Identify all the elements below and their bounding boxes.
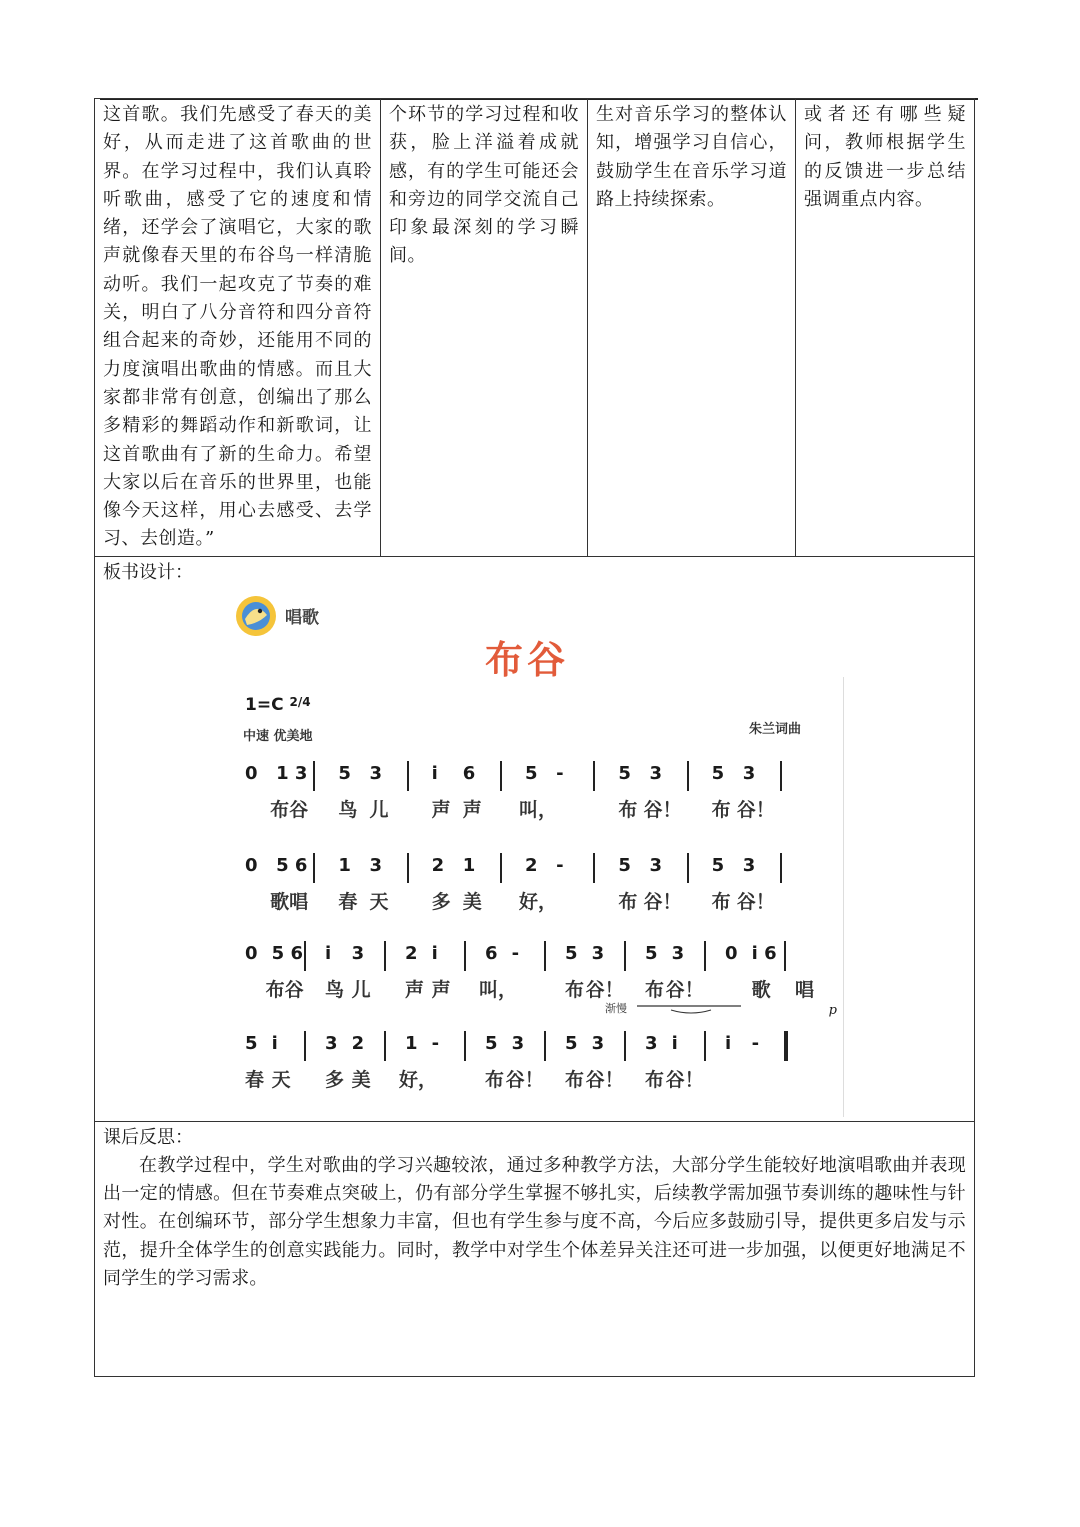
tempo-marking: 中速 优美地 bbox=[243, 728, 313, 744]
score-line-1 bbox=[239, 761, 839, 831]
lyric-word: 谷！ bbox=[665, 1068, 704, 1091]
score-note: 3 bbox=[742, 762, 756, 784]
score-note: i bbox=[671, 1032, 678, 1054]
bar-line bbox=[464, 941, 466, 971]
lyric-word: 鸟 bbox=[325, 978, 345, 1001]
score-image-edge bbox=[843, 677, 844, 1117]
notes-line-2 bbox=[239, 853, 839, 883]
bar-line bbox=[784, 1031, 788, 1061]
bar-line bbox=[313, 761, 315, 791]
lyrics-line-1 bbox=[239, 795, 839, 823]
score-note: 3 bbox=[325, 1032, 338, 1054]
lyric-word: 儿 bbox=[351, 978, 371, 1001]
score-note: 0 bbox=[245, 854, 258, 876]
lyric-word: 唱 bbox=[795, 978, 815, 1001]
lyric-word: 天 bbox=[271, 1068, 291, 1091]
lyric-word: 歌 bbox=[751, 978, 771, 1001]
lyric-word: 谷！ bbox=[505, 1068, 544, 1091]
score-note: 5 bbox=[338, 762, 351, 784]
score-note: i bbox=[431, 942, 438, 964]
feedback-text: 或者还有哪些疑问，教师根据学生的反馈进一步总结强调重点内容。 bbox=[804, 104, 966, 210]
lyric-word: 布谷 bbox=[270, 798, 309, 821]
lyric-word: 布 bbox=[565, 1068, 585, 1091]
lyric-word: 布 bbox=[565, 978, 585, 1001]
student-activity-text: 个环节的学习过程和收获，脸上洋溢着成就感，有的学生可能还会和旁边的同学交流自己印象最深刻的学习瞬间。 bbox=[389, 104, 579, 267]
lyric-word: 天 bbox=[369, 890, 389, 913]
bar-line bbox=[624, 1031, 626, 1061]
board-design-label: 板书设计： bbox=[103, 561, 193, 583]
reflection-text: 在教学过程中，学生对歌曲的学习兴趣较浓，通过多种教学方法，大部分学生能较好地演唱歌曲并表现出一定的情感。但在节奏难点突破上，仍有部分学生掌握不够扎实，后续教学需加强节奏训练的趣味性与针对性。在创编环节，部分学生想象力丰富，但也有学生参与度不高，今后应多鼓励引导，提供更多启发与示范，提升全体学生的创意实践能力。同时，教学中对学生个体差异关注还可进一步加强，以便更好地满足不同学生的学习需求。 bbox=[103, 1154, 966, 1289]
score-note: 0 bbox=[245, 762, 258, 784]
score-note: 3 bbox=[649, 854, 662, 876]
lyric-word: 布 bbox=[711, 798, 731, 821]
reflection-label: 课后反思： bbox=[103, 1126, 193, 1148]
notes-line-4 bbox=[239, 1031, 839, 1061]
bar-line bbox=[304, 1031, 306, 1061]
lyric-word: 歌唱 bbox=[270, 890, 309, 913]
song-logo bbox=[233, 593, 319, 639]
score-note: 5 bbox=[525, 762, 538, 784]
score-line-2 bbox=[239, 853, 839, 923]
score-note: 5 bbox=[711, 854, 725, 876]
score-note: 3 bbox=[671, 942, 685, 964]
score-note: 5 bbox=[645, 942, 658, 964]
lyrics-line-4 bbox=[239, 1065, 839, 1093]
lyric-word: 谷！ bbox=[736, 798, 775, 821]
score-note: i bbox=[325, 942, 332, 964]
bar-line bbox=[780, 761, 782, 791]
score-note: i bbox=[725, 1032, 732, 1054]
score-note: 0 bbox=[725, 942, 738, 964]
bar-line bbox=[384, 941, 386, 971]
score-note: 1 3 bbox=[276, 762, 308, 784]
score-note: 2 bbox=[351, 1032, 365, 1054]
bar-line bbox=[704, 941, 706, 971]
score-note: - bbox=[511, 942, 520, 964]
lyric-word: 好， bbox=[519, 890, 558, 913]
lyric-word: 布 bbox=[711, 890, 731, 913]
score-note: - bbox=[556, 854, 564, 876]
score-note: 5 bbox=[711, 762, 725, 784]
score-note: 3 bbox=[351, 942, 365, 964]
lyric-word: 布 bbox=[618, 798, 638, 821]
score-note: 1 bbox=[462, 854, 476, 876]
score-note: 5 bbox=[245, 1032, 258, 1054]
feedback-cell bbox=[796, 99, 975, 557]
bar-line bbox=[593, 853, 595, 883]
bar-line bbox=[500, 761, 502, 791]
score-note: 3 bbox=[742, 854, 756, 876]
lyric-word: 美 bbox=[351, 1068, 371, 1091]
bar-line bbox=[407, 761, 409, 791]
score-note: 5 6 bbox=[276, 854, 308, 876]
board-design-score bbox=[225, 585, 845, 1105]
bar-line bbox=[780, 853, 782, 883]
lyric-word: 谷！ bbox=[585, 978, 624, 1001]
lyric-word: 美 bbox=[462, 890, 482, 913]
student-activity-cell bbox=[381, 99, 588, 557]
bar-line bbox=[304, 941, 306, 971]
composer-credit: 朱兰词曲 bbox=[748, 721, 801, 737]
score-note: i bbox=[431, 762, 438, 784]
score-note: 5 bbox=[565, 942, 578, 964]
logo-label: 唱歌 bbox=[285, 608, 319, 629]
score-note: 5 bbox=[565, 1032, 578, 1054]
dynamic-marking: p bbox=[828, 1002, 837, 1018]
lyric-word: 谷！ bbox=[665, 978, 704, 1001]
bar-line bbox=[500, 853, 502, 883]
score-note: 5 bbox=[618, 854, 631, 876]
lyric-word: 好， bbox=[399, 1068, 438, 1091]
bar-line bbox=[313, 853, 315, 883]
bar-line bbox=[687, 761, 689, 791]
score-note: 3 bbox=[645, 1032, 658, 1054]
board-design-row bbox=[95, 556, 975, 1121]
lyric-word: 谷！ bbox=[643, 798, 682, 821]
score-note: 6 bbox=[485, 942, 498, 964]
score-note: i bbox=[271, 1032, 278, 1054]
song-title: 布谷 bbox=[485, 636, 570, 682]
teacher-summary-text: 这首歌。我们先感受了春天的美好，从而走进了这首歌曲的世界。在学习过程中，我们认真聆听歌曲，感受了它的速度和情绪，还学会了演唱它，大家的歌声就像春天里的布谷鸟一样清脆动听。我们一起攻克了节奏的难关，明白了八分音符和四分音符组合起来的奇妙，还能用不同的力度演唱出歌曲的情感。而且大家都非常有创意，创编出了那么多精彩的舞蹈动作和新歌词，让这首歌曲有了新的生命力。希望大家以后在音乐的世界里，也能像今天这样，用心去感受、去学习、去创造。” bbox=[103, 104, 372, 550]
summary-row bbox=[95, 99, 975, 557]
reflection-row bbox=[95, 1121, 975, 1376]
bar-line bbox=[544, 1031, 546, 1061]
lesson-plan-sheet bbox=[94, 98, 974, 1376]
lyrics-line-2 bbox=[239, 887, 839, 915]
time-signature: 2/4 bbox=[289, 694, 311, 709]
score-note: 1 bbox=[405, 1032, 418, 1054]
score-note: - bbox=[431, 1032, 440, 1054]
lyric-word: 布 bbox=[645, 1068, 665, 1091]
lyric-word: 春 bbox=[338, 890, 358, 913]
score-note: 3 bbox=[511, 1032, 525, 1054]
rallentando-marking bbox=[605, 1000, 751, 1016]
score-note: 6 bbox=[462, 762, 476, 784]
score-note: - bbox=[556, 762, 564, 784]
lyric-word: 声 bbox=[431, 978, 451, 1001]
lyric-word: 春 bbox=[245, 1068, 265, 1091]
score-note: 5 bbox=[485, 1032, 498, 1054]
score-note: 1 bbox=[338, 854, 351, 876]
score-note: 0 bbox=[245, 942, 258, 964]
lyric-word: 叫， bbox=[519, 798, 558, 821]
lyric-word: 多 bbox=[325, 1068, 345, 1091]
key-text: 1=C bbox=[245, 694, 284, 715]
score-note: 3 bbox=[591, 942, 605, 964]
bar-line bbox=[593, 761, 595, 791]
teacher-summary-cell bbox=[95, 99, 381, 557]
score-note: 5 6 bbox=[271, 942, 303, 964]
lesson-table bbox=[94, 98, 975, 1377]
bird-icon bbox=[233, 593, 279, 639]
bar-line bbox=[784, 941, 786, 971]
score-note: 2 bbox=[431, 854, 445, 876]
bar-line bbox=[384, 1031, 386, 1061]
score-note: 5 bbox=[618, 762, 631, 784]
bar-line bbox=[464, 1031, 466, 1061]
lyric-word: 布 bbox=[485, 1068, 505, 1091]
score-note: i 6 bbox=[751, 942, 777, 964]
score-note: 3 bbox=[369, 854, 382, 876]
lyric-word: 布 bbox=[618, 890, 638, 913]
rall-line bbox=[631, 1002, 751, 1016]
design-intent-cell bbox=[588, 99, 796, 557]
score-note: 2 bbox=[525, 854, 538, 876]
rall-text: 渐慢 bbox=[605, 1001, 627, 1015]
lyric-word: 鸟 bbox=[338, 798, 358, 821]
score-line-4 bbox=[239, 1031, 839, 1101]
bar-line bbox=[544, 941, 546, 971]
notes-line-3 bbox=[239, 941, 839, 971]
score-note: 2 bbox=[405, 942, 418, 964]
lyric-word: 布 bbox=[645, 978, 665, 1001]
lyric-word: 声 bbox=[431, 798, 451, 821]
lyric-word: 叫， bbox=[479, 978, 518, 1001]
score-note: 3 bbox=[649, 762, 662, 784]
bar-line bbox=[687, 853, 689, 883]
design-intent-text: 生对音乐学习的整体认知，增强学习自信心，鼓励学生在音乐学习道路上持续探索。 bbox=[596, 104, 787, 210]
bar-line bbox=[704, 1031, 706, 1061]
bar-line bbox=[407, 853, 409, 883]
lyric-word: 多 bbox=[431, 890, 451, 913]
notes-line-1 bbox=[239, 761, 839, 791]
bar-line bbox=[624, 941, 626, 971]
lyric-word: 谷！ bbox=[585, 1068, 624, 1091]
lyric-word: 布谷 bbox=[265, 978, 304, 1001]
lyric-word: 声 bbox=[462, 798, 482, 821]
score-note: 3 bbox=[591, 1032, 605, 1054]
lyric-word: 儿 bbox=[369, 798, 389, 821]
score-note: - bbox=[751, 1032, 760, 1054]
board-design-cell bbox=[95, 556, 975, 1121]
lyrics-line-3 bbox=[239, 975, 839, 1003]
score-note: 3 bbox=[369, 762, 382, 784]
lyric-word: 谷！ bbox=[736, 890, 775, 913]
reflection-cell bbox=[95, 1121, 975, 1376]
key-signature bbox=[245, 695, 311, 715]
lyric-word: 声 bbox=[405, 978, 425, 1001]
lyric-word: 谷！ bbox=[643, 890, 682, 913]
